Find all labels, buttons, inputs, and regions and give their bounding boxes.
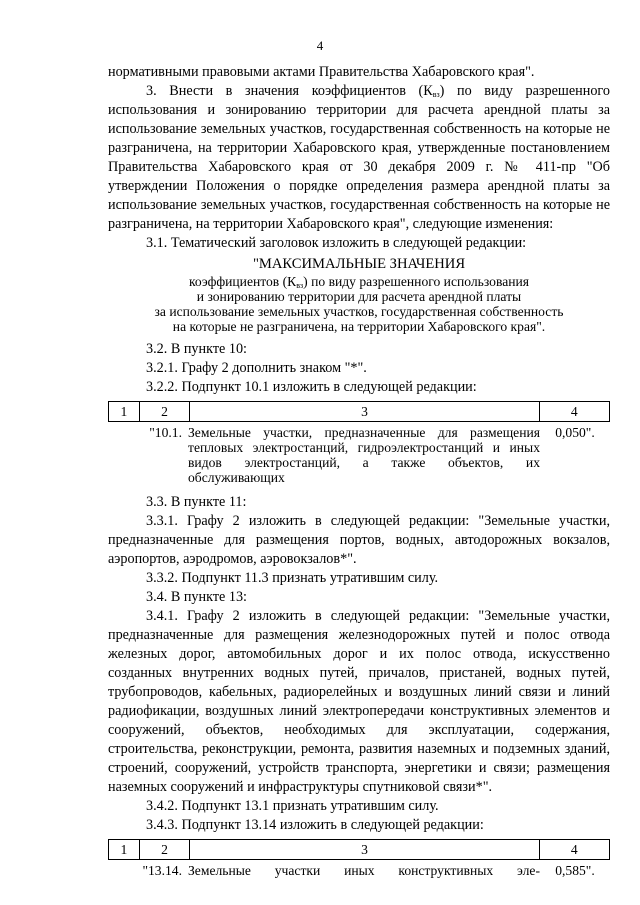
paragraph-3-3-2: 3.3.2. Подпункт 11.3 признать утратившим силу. bbox=[146, 570, 439, 586]
paragraph-3-4: 3.4. В пункте 13: bbox=[146, 589, 247, 605]
heading-subtitle-line-2: и зонированию территории для расчета арендной платы bbox=[196, 289, 522, 304]
col-4-header: 4 bbox=[539, 840, 609, 860]
paragraph-3-4-1: 3.4.1. Графу 2 изложить в следующей редакции: "Земельные участки, предназначенные для размещения железнодорожных путей и полос отвода железных дорог, автомобильных дорог и их полос отвода, искусственно созданных внутренних водных путей, причалов, пристаней, водных путей, трубопроводов, кабельных, радиорелейных и воздушных линий связи и линий радиофикации, воздушных линий электропередачи конструктивных элементов и сооружений, объектов, необходимых для эксплуатации, содержания, строительства, реконструкции, ремонта, развития наземных и подземных зданий, строений, сооружений, устройств транспорта, энергетики и связи; размещения наземных сооружений и инфраструктуры спутниковой связи*". bbox=[108, 608, 610, 795]
paragraph-3-2-1: 3.2.1. Графу 2 дополнить знаком "*". bbox=[146, 360, 367, 376]
row-text: Земельные участки, предназначенные для размещения тепловых электростанций, гидроэлектростанций и иных видов электростанций, а также объектов, их обслуживающих bbox=[188, 425, 540, 485]
paragraph-3-2: 3.2. В пункте 10: bbox=[146, 341, 247, 357]
paragraph-3-2-2: 3.2.2. Подпункт 10.1 изложить в следующей редакции: bbox=[146, 379, 477, 395]
paragraph-3-4-3: 3.4.3. Подпункт 13.14 изложить в следующей редакции: bbox=[146, 817, 484, 833]
page-number: 4 bbox=[316, 38, 324, 53]
document-body bbox=[108, 63, 610, 878]
row-text: Земельные участки иных конструктивных эле- bbox=[188, 863, 540, 878]
paragraph-continuation: нормативными правовыми актами Правительства Хабаровского края". bbox=[108, 64, 535, 80]
heading-subtitle-line-1: коэффициентов $(К_{вз})$ по виду разрешенного использования bbox=[188, 274, 530, 290]
column-header-table-1 bbox=[108, 401, 610, 422]
row-value: 0,050". bbox=[555, 425, 595, 440]
column-header-table-2 bbox=[108, 839, 610, 860]
paragraph-3-4-2: 3.4.2. Подпункт 13.1 признать утратившим силу. bbox=[146, 798, 439, 814]
col-3-header: 3 bbox=[190, 402, 539, 422]
heading-subtitle-line-3: за использование земельных участков, государственная собственность bbox=[154, 304, 564, 319]
heading-subtitle-line-4: на которые не разграничена, на территории Хабаровского края". bbox=[172, 319, 546, 334]
table-row bbox=[108, 863, 610, 878]
col-1-header: 1 bbox=[109, 840, 140, 860]
paragraph-3: 3. Внести в значения коэффициентов $(К_{вз})$ по виду разрешенного использования и зонированию территории для расчета арендной платы за использование земельных участков, государственная собственность на которые не разграничена, на территории Хабаровского края, утвержденные постановлением Правительства Хабаровского края от 30 декабря 2009 г. № 411-пр "Об утверждении Положения о порядке определения размера арендной платы за использование земельных участков, государственная собственность на которые не разграничена, на территории Хабаровского края", следующие изменения: bbox=[108, 83, 610, 232]
col-2-header: 2 bbox=[139, 840, 190, 860]
row-value: 0,585". bbox=[555, 863, 595, 878]
row-code: "13.14. bbox=[142, 863, 182, 878]
paragraph-3-3-1: 3.3.1. Графу 2 изложить в следующей редакции: "Земельные участки, предназначенные для размещения портов, водных, автодорожных вокзалов, аэропортов, аэродромов, аэровокзалов*". bbox=[108, 513, 610, 567]
col-4-header: 4 bbox=[539, 402, 609, 422]
col-1-header: 1 bbox=[109, 402, 140, 422]
paragraph-3-1: 3.1. Тематический заголовок изложить в следующей редакции: bbox=[146, 235, 527, 251]
section-heading: "МАКСИМАЛЬНЫЕ ЗНАЧЕНИЯ bbox=[252, 256, 466, 272]
col-2-header: 2 bbox=[139, 402, 190, 422]
table-row bbox=[108, 425, 610, 485]
col-3-header: 3 bbox=[190, 840, 539, 860]
paragraph-3-3: 3.3. В пункте 11: bbox=[146, 494, 247, 510]
row-code: "10.1. bbox=[149, 425, 182, 440]
